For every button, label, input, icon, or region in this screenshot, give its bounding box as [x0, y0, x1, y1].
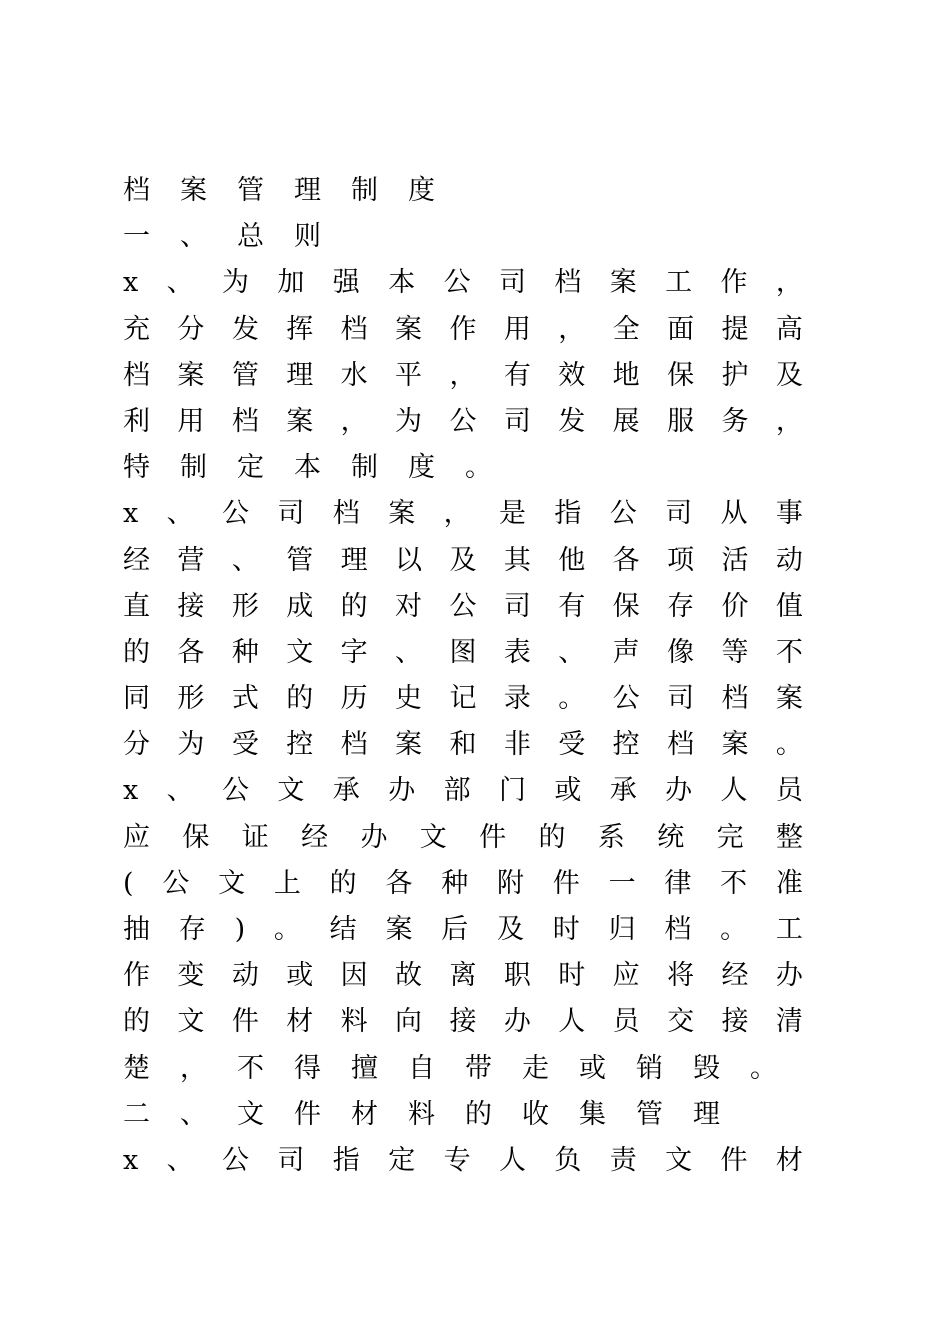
- text-char: 不: [720, 867, 748, 899]
- text-char: 图: [449, 636, 477, 668]
- text-char: 理: [286, 359, 314, 391]
- text-char: 公: [609, 498, 637, 530]
- text-char: 式: [231, 683, 259, 715]
- text-char: 作: [123, 960, 150, 992]
- document-title: 档案管理制度: [123, 175, 465, 206]
- text-line: [123, 907, 803, 953]
- text-char: 案: [395, 729, 423, 761]
- text-char: 指: [332, 1144, 360, 1176]
- text-char: 种: [441, 867, 469, 899]
- text-char: 司: [498, 267, 526, 299]
- text-char: 各: [612, 544, 640, 576]
- text-char: 档: [332, 498, 360, 530]
- text-char: 面: [667, 313, 695, 345]
- text-char: 。: [720, 914, 748, 945]
- text-char: 务: [721, 405, 749, 437]
- text-char: 控: [612, 729, 640, 761]
- text-char: 从: [720, 498, 748, 530]
- text-char: 部: [443, 775, 471, 807]
- text-char: 交: [667, 1006, 695, 1038]
- text-char: 作: [449, 313, 477, 345]
- text-char: 完: [716, 821, 744, 853]
- text-char: 公: [449, 590, 477, 622]
- text-char: 他: [558, 544, 586, 576]
- text-line: [123, 999, 803, 1045]
- text-char: 公: [162, 867, 190, 899]
- text-char: 营: [177, 544, 205, 576]
- text-char: 件: [479, 821, 507, 853]
- text-char: 人: [558, 1006, 586, 1038]
- text-char: 管: [231, 359, 259, 391]
- text-char: 案: [775, 683, 803, 715]
- document-body: [123, 168, 813, 1184]
- text-char: x: [123, 267, 139, 299]
- text-char: 办: [388, 775, 416, 807]
- text-char: 展: [612, 405, 640, 437]
- text-char: 的: [123, 636, 150, 668]
- text-char: 、: [166, 267, 194, 299]
- text-line: [123, 630, 803, 676]
- text-char: 的: [329, 867, 357, 899]
- text-char: 有: [503, 359, 531, 391]
- text-char: 同: [123, 683, 150, 715]
- text-char: 表: [503, 636, 531, 668]
- text-line: 特制定本制度。: [123, 452, 522, 484]
- text-char: 办: [503, 1006, 531, 1038]
- text-char: 保: [612, 590, 640, 622]
- text-char: 活: [721, 544, 749, 576]
- text-char: 平: [395, 359, 423, 391]
- text-char: 公: [443, 267, 471, 299]
- text-char: 存: [178, 914, 206, 945]
- text-char: 形: [231, 590, 259, 622]
- text-char: 保: [182, 821, 210, 853]
- text-char: 系: [597, 821, 625, 853]
- text-char: 承: [332, 775, 360, 807]
- text-char: 发: [558, 405, 586, 437]
- text-char: 公: [222, 775, 250, 807]
- text-char: 利: [123, 405, 150, 437]
- text-char: 司: [277, 1144, 305, 1176]
- text-char: 文: [177, 1006, 205, 1038]
- text-char: 案: [177, 359, 205, 391]
- text-char: 接: [449, 1006, 477, 1038]
- text-char: 直: [123, 590, 150, 622]
- text-char: x: [123, 498, 139, 530]
- text-char: 司: [665, 498, 693, 530]
- text-char: (: [123, 867, 134, 899]
- text-char: 后: [441, 914, 469, 945]
- text-char: 用: [503, 313, 531, 345]
- text-char: 其: [503, 544, 531, 576]
- text-char: 不: [775, 636, 803, 668]
- text-char: 的: [286, 683, 314, 715]
- text-char: 、: [231, 544, 259, 576]
- text-char: 材: [775, 1144, 803, 1176]
- text-char: 文: [419, 821, 447, 853]
- text-char: 管: [286, 544, 314, 576]
- text-char: 档: [123, 359, 150, 391]
- text-char: 案: [721, 729, 749, 761]
- text-char: 加: [277, 267, 305, 299]
- text-char: 控: [286, 729, 314, 761]
- text-char: 项: [667, 544, 695, 576]
- text-char: 记: [449, 683, 477, 715]
- text-char: 字: [340, 636, 368, 668]
- text-char: 律: [664, 867, 692, 899]
- text-char: 声: [612, 636, 640, 668]
- text-char: 公: [449, 405, 477, 437]
- text-char: 件: [720, 1144, 748, 1176]
- text-char: 办: [665, 775, 693, 807]
- text-char: 。: [775, 729, 803, 761]
- text-char: 工: [775, 914, 803, 945]
- text-line: [123, 1138, 803, 1184]
- text-char: 为: [222, 267, 250, 299]
- text-char: 料: [340, 1006, 368, 1038]
- text-char: 接: [177, 590, 205, 622]
- text-char: 一: [608, 867, 636, 899]
- text-char: 准: [775, 867, 803, 899]
- text-char: 档: [340, 313, 368, 345]
- text-char: 附: [497, 867, 525, 899]
- text-char: 值: [775, 590, 803, 622]
- text-char: 、: [558, 636, 586, 668]
- section-heading-general: 一、总则: [123, 221, 351, 253]
- text-char: 司: [503, 405, 531, 437]
- text-line: [123, 538, 803, 584]
- text-char: 统: [657, 821, 685, 853]
- text-char: 等: [721, 636, 749, 668]
- text-line: 楚，不得擅自带走或销毁。: [123, 1052, 807, 1084]
- text-char: 文: [218, 867, 246, 899]
- text-line: [123, 722, 803, 768]
- text-char: 材: [286, 1006, 314, 1038]
- text-char: 公: [222, 498, 250, 530]
- text-char: 文: [286, 636, 314, 668]
- text-char: 结: [329, 914, 357, 945]
- text-char: 有: [558, 590, 586, 622]
- text-char: 时: [552, 914, 580, 945]
- text-line: [123, 260, 803, 306]
- text-line: [123, 861, 803, 907]
- text-char: 抽: [123, 914, 150, 945]
- text-char: 史: [395, 683, 423, 715]
- text-char: 将: [667, 960, 695, 992]
- text-char: 录: [503, 683, 531, 715]
- text-char: 各: [177, 636, 205, 668]
- text-char: x: [123, 775, 139, 807]
- text-char: 负: [554, 1144, 582, 1176]
- text-line: [123, 815, 803, 861]
- text-char: 、: [166, 498, 194, 530]
- text-char: 向: [395, 1006, 423, 1038]
- text-char: 上: [273, 867, 301, 899]
- text-char: 办: [775, 960, 803, 992]
- text-char: ，: [449, 359, 477, 391]
- text-char: 案: [385, 914, 413, 945]
- text-char: 案: [388, 498, 416, 530]
- text-char: 文: [277, 775, 305, 807]
- text-char: 清: [775, 1006, 803, 1038]
- text-char: 及: [497, 914, 525, 945]
- text-char: 经: [301, 821, 329, 853]
- text-char: 高: [775, 313, 803, 345]
- text-char: 护: [721, 359, 749, 391]
- text-char: 档: [554, 267, 582, 299]
- text-char: 整: [775, 821, 803, 853]
- text-char: 强: [332, 267, 360, 299]
- text-char: 的: [123, 1006, 150, 1038]
- text-char: ，: [558, 313, 586, 345]
- text-char: 。: [558, 683, 586, 715]
- text-char: 分: [177, 313, 205, 345]
- text-char: 服: [667, 405, 695, 437]
- text-char: 档: [721, 683, 749, 715]
- text-char: 和: [449, 729, 477, 761]
- text-char: 像: [667, 636, 695, 668]
- text-char: 发: [231, 313, 259, 345]
- text-char: 人: [720, 775, 748, 807]
- text-char: 为: [395, 405, 423, 437]
- text-char: 件: [231, 1006, 259, 1038]
- text-char: 、: [166, 775, 194, 807]
- text-char: 的: [538, 821, 566, 853]
- text-char: 动: [775, 544, 803, 576]
- text-char: 档: [340, 729, 368, 761]
- text-char: 案: [395, 313, 423, 345]
- text-char: 司: [503, 590, 531, 622]
- text-char: 的: [340, 590, 368, 622]
- text-line: [123, 676, 803, 722]
- text-char: 门: [498, 775, 526, 807]
- text-char: 办: [360, 821, 388, 853]
- text-char: 档: [664, 914, 692, 945]
- text-char: 经: [123, 544, 150, 576]
- text-char: 定: [388, 1144, 416, 1176]
- text-char: 因: [340, 960, 368, 992]
- text-char: 各: [385, 867, 413, 899]
- text-char: 应: [123, 821, 150, 853]
- text-char: 理: [340, 544, 368, 576]
- text-char: 价: [721, 590, 749, 622]
- text-char: 工: [665, 267, 693, 299]
- text-char: 、: [395, 636, 423, 668]
- text-line: [123, 768, 803, 814]
- text-char: 案: [286, 405, 314, 437]
- text-char: 职: [503, 960, 531, 992]
- text-line: [123, 353, 803, 399]
- text-char: ，: [775, 405, 803, 437]
- text-char: 司: [277, 498, 305, 530]
- text-char: 。: [273, 914, 301, 945]
- text-char: 历: [340, 683, 368, 715]
- text-char: 件: [552, 867, 580, 899]
- text-char: 以: [395, 544, 423, 576]
- text-char: 承: [609, 775, 637, 807]
- text-char: 为: [177, 729, 205, 761]
- text-char: 水: [340, 359, 368, 391]
- text-char: 动: [231, 960, 259, 992]
- section-heading-collection: 二、文件材料的收集管理: [123, 1098, 750, 1130]
- text-char: 用: [177, 405, 205, 437]
- text-char: 员: [775, 775, 803, 807]
- text-char: ，: [443, 498, 471, 530]
- text-char: 挥: [286, 313, 314, 345]
- text-char: 提: [721, 313, 749, 345]
- text-char: 受: [558, 729, 586, 761]
- text-char: ，: [340, 405, 368, 437]
- text-line: [123, 584, 803, 630]
- text-char: 故: [395, 960, 423, 992]
- text-char: 及: [449, 544, 477, 576]
- text-char: 对: [395, 590, 423, 622]
- text-char: 成: [286, 590, 314, 622]
- text-char: 应: [612, 960, 640, 992]
- text-char: 分: [123, 729, 150, 761]
- text-char: 归: [608, 914, 636, 945]
- text-char: 案: [609, 267, 637, 299]
- text-line: [123, 491, 803, 537]
- text-char: x: [123, 1144, 139, 1176]
- text-char: 员: [612, 1006, 640, 1038]
- text-char: 接: [721, 1006, 749, 1038]
- text-char: 作: [720, 267, 748, 299]
- text-char: 经: [721, 960, 749, 992]
- text-line: [123, 399, 803, 445]
- text-char: 专: [443, 1144, 471, 1176]
- text-char: 档: [231, 405, 259, 437]
- text-char: 效: [558, 359, 586, 391]
- text-char: 本: [388, 267, 416, 299]
- text-char: 变: [177, 960, 205, 992]
- text-char: 人: [498, 1144, 526, 1176]
- text-char: 充: [123, 313, 150, 345]
- text-char: 档: [667, 729, 695, 761]
- text-char: 是: [498, 498, 526, 530]
- text-char: 存: [667, 590, 695, 622]
- text-char: ): [234, 914, 246, 945]
- text-char: 时: [558, 960, 586, 992]
- text-char: 公: [612, 683, 640, 715]
- text-char: 责: [609, 1144, 637, 1176]
- text-char: 或: [286, 960, 314, 992]
- text-char: 及: [775, 359, 803, 391]
- text-char: 全: [612, 313, 640, 345]
- text-line: [123, 953, 803, 999]
- text-char: 指: [554, 498, 582, 530]
- text-char: 种: [231, 636, 259, 668]
- text-char: 证: [241, 821, 269, 853]
- text-char: 地: [612, 359, 640, 391]
- text-char: 保: [667, 359, 695, 391]
- text-char: 、: [166, 1144, 194, 1176]
- text-char: 离: [449, 960, 477, 992]
- text-char: ，: [775, 267, 803, 299]
- text-char: 或: [554, 775, 582, 807]
- text-char: 受: [231, 729, 259, 761]
- text-char: 事: [775, 498, 803, 530]
- text-char: 非: [503, 729, 531, 761]
- text-line: [123, 307, 803, 353]
- text-char: 形: [177, 683, 205, 715]
- text-char: 文: [665, 1144, 693, 1176]
- text-char: 司: [667, 683, 695, 715]
- text-char: 公: [222, 1144, 250, 1176]
